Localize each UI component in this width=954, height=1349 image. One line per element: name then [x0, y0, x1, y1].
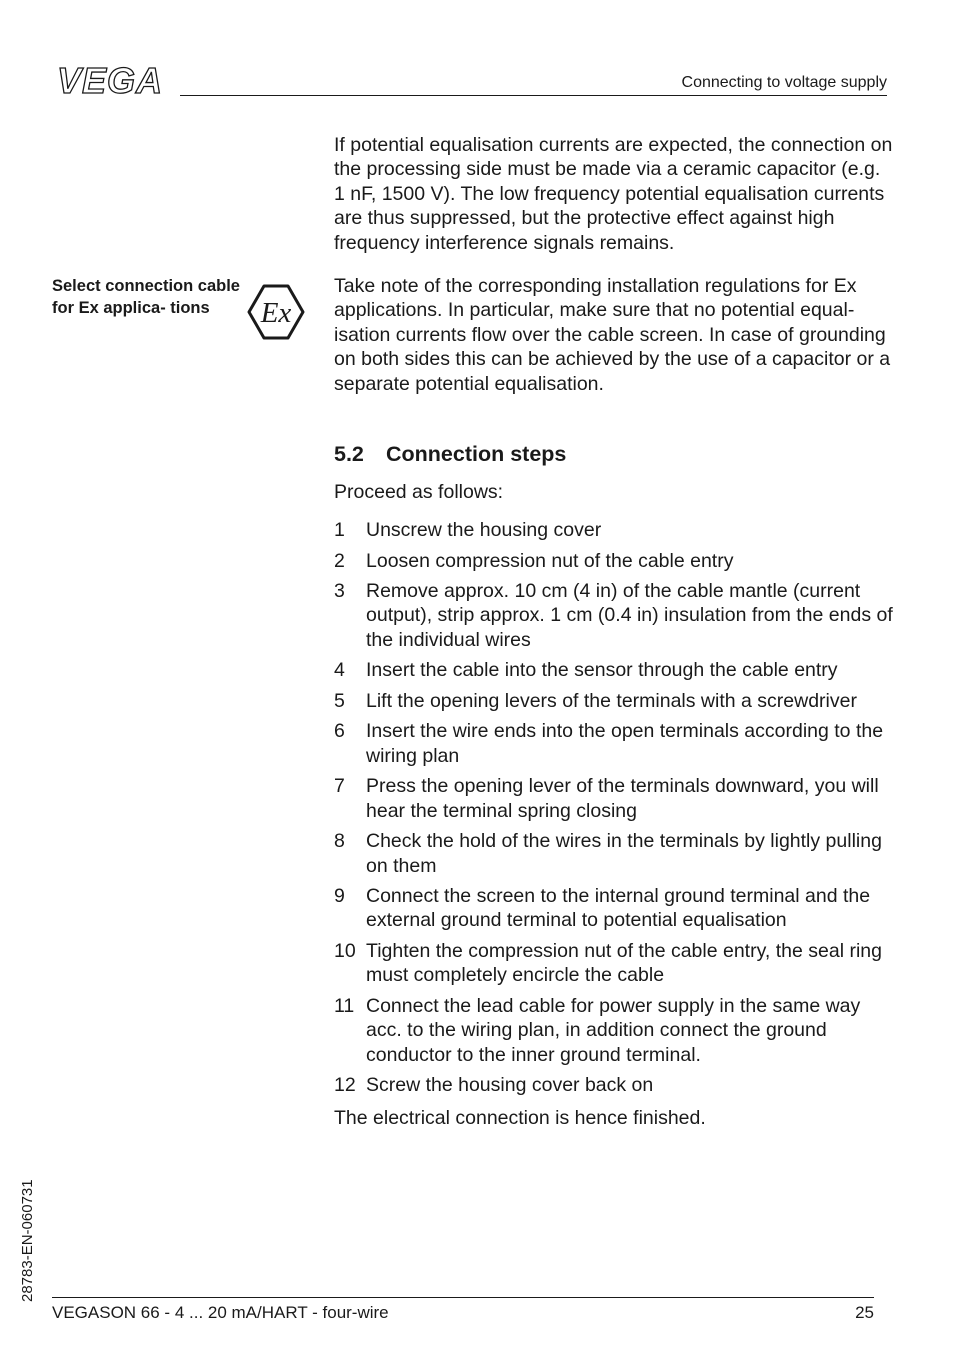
list-item	[334, 774, 894, 823]
list-item	[334, 829, 894, 878]
margin-note-ex-cable: Select connection cable for Ex applica- tions	[52, 277, 240, 317]
list-item	[334, 884, 894, 933]
closing-statement: The electrical connection is hence finished.	[334, 1107, 706, 1129]
step-text: Loosen compression nut of the cable entry	[366, 549, 734, 572]
list-item	[334, 689, 894, 713]
section-title: Connection steps	[386, 442, 567, 466]
document-code: 28783-EN-060731	[19, 1179, 36, 1302]
step-text: Unscrew the housing cover	[366, 519, 602, 541]
step-text: Check the hold of the wires in the terminals by lightly pulling on them	[366, 830, 882, 877]
step-text: Tighten the compression nut of the cable entry, the seal ring must completely encircle the cable	[366, 939, 882, 987]
step-number: 1	[334, 519, 345, 541]
step-number: 11	[334, 994, 355, 1017]
list-item	[334, 579, 894, 652]
step-text: Lift the opening levers of the terminals with a screwdriver	[366, 689, 857, 712]
section-number: 5.2	[334, 442, 364, 466]
header-rule	[180, 95, 887, 96]
footer-rule	[52, 1297, 874, 1298]
step-number: 6	[334, 720, 345, 743]
step-text: Insert the cable into the sensor through the cable entry	[366, 659, 838, 682]
list-item	[334, 994, 894, 1067]
connection-steps-list	[334, 518, 894, 1104]
step-number: 4	[334, 659, 345, 682]
vega-logo	[52, 64, 168, 98]
step-text: Connect the lead cable for power supply in the same way acc. to the wiring plan, in addition connect the ground conductor to the inner ground terminal.	[366, 994, 861, 1066]
vega-logo-text: VEGA	[56, 64, 164, 98]
step-text: Connect the screen to the internal ground terminal and the external ground terminal to potential equalisation	[366, 885, 871, 932]
step-number: 8	[334, 830, 345, 853]
step-number: 12	[334, 1074, 356, 1097]
header-section-title: Connecting to voltage supply	[681, 74, 887, 91]
footer-product-name: VEGASON 66 - 4 ... 20 mA/HART - four-wire	[52, 1303, 389, 1322]
page-number: 25	[855, 1303, 874, 1322]
step-number: 5	[334, 689, 345, 712]
list-item	[334, 719, 894, 768]
paragraph-ex-regulations: Take note of the corresponding installation regulations for Ex applications. In particular, make sure that no potential equal- isation currents flow over the cable screen. In case of grounding on both sides this can be achieved by the use of a capacitor or a separate potential equalisation.	[334, 275, 891, 395]
step-text: Remove approx. 10 cm (4 in) of the cable mantle (current output), strip approx. 1 cm (0.4 in) insulation from the ends of the individual wires	[366, 580, 893, 651]
list-item	[334, 549, 894, 573]
step-text: Screw the housing cover back on	[366, 1074, 654, 1097]
list-item	[334, 518, 894, 542]
step-number: 2	[334, 549, 345, 572]
step-number: 7	[334, 775, 345, 798]
ex-icon-label: Ex	[260, 297, 292, 329]
paragraph-equalisation-currents: If potential equalisation currents are expected, the connection on the processing side must be made via a ceramic capacitor (e.g. 1 nF, 1500 V). The low frequency potential equalisation currents are thus suppressed, but the protective effect against high frequency interference signals remains.	[334, 134, 893, 254]
list-item	[334, 1073, 894, 1097]
steps-intro: Proceed as follows:	[334, 481, 504, 503]
step-number: 10	[334, 939, 356, 962]
section-heading	[334, 440, 566, 468]
ex-explosion-protection-icon	[247, 284, 305, 340]
step-number: 9	[334, 885, 345, 908]
list-item	[334, 939, 894, 988]
list-item	[334, 658, 894, 682]
step-text: Press the opening lever of the terminals downward, you will hear the terminal spring closing	[366, 775, 879, 822]
step-text: Insert the wire ends into the open terminals according to the wiring plan	[366, 720, 884, 767]
step-number: 3	[334, 580, 345, 602]
